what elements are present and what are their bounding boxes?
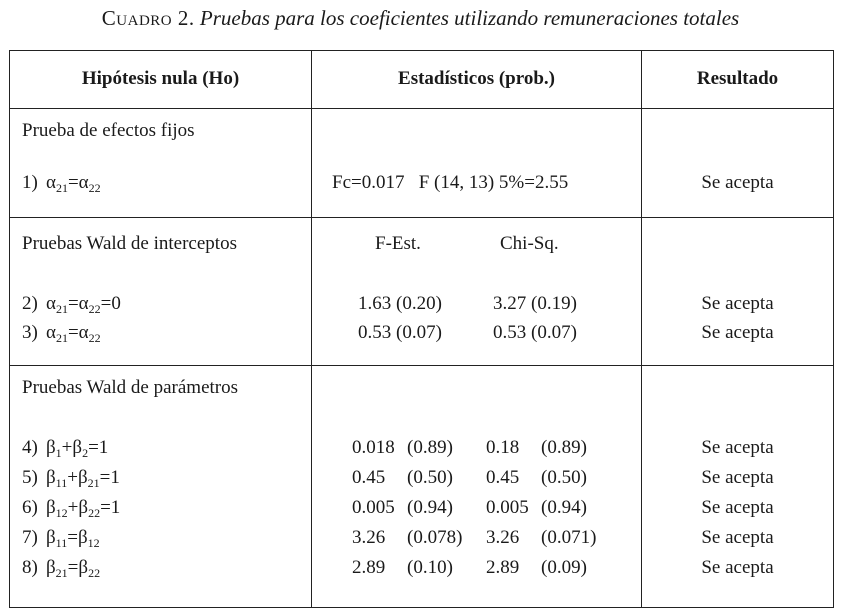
row-6-number: 6) — [22, 497, 38, 518]
row-1-statistic: Fc=0.017 F (14, 13) 5%=2.55 — [332, 172, 569, 193]
row-4-hypothesis: $\beta_1+\beta_2=1$ — [46, 437, 109, 460]
row-5-number: 5) — [22, 467, 38, 488]
row-7-f-prob: (0.078) — [407, 527, 463, 548]
row-5-f-value: 0.45 — [352, 467, 386, 488]
row-7-f-value: 3.26 — [352, 527, 386, 548]
results-table — [9, 50, 834, 608]
row-6-chi-prob: (0.94) — [541, 497, 587, 518]
row-1-result: Se acepta — [701, 172, 774, 193]
row-5-chi-prob: (0.50) — [541, 467, 587, 488]
row-4-chi-prob: (0.89) — [541, 437, 587, 458]
row-8-f-value: 2.89 — [352, 557, 386, 578]
row-4-result: Se acepta — [701, 437, 774, 458]
section-title-fixed-effects: Prueba de efectos fijos — [22, 120, 195, 141]
row-6-f-prob: (0.94) — [407, 497, 453, 518]
column-label-chi-sq: Chi-Sq. — [500, 233, 559, 254]
row-8-hypothesis: $\beta_{21}=\beta_{22}$ — [46, 557, 101, 580]
row-6-f-value: 0.005 — [352, 497, 395, 518]
row-6-chi-value: 0.005 — [486, 497, 529, 518]
row-8-result: Se acepta — [701, 557, 774, 578]
row-4-f-prob: (0.89) — [407, 437, 453, 458]
row-3-hypothesis: $\alpha_{21}=\alpha_{22}$ — [46, 322, 101, 345]
row-3-number: 3) — [22, 322, 38, 343]
row-7-chi-value: 3.26 — [486, 527, 520, 548]
row-3-result: Se acepta — [701, 322, 774, 343]
caption-label: Cuadro 2. — [101, 6, 195, 30]
row-5-result: Se acepta — [701, 467, 774, 488]
row-4-chi-value: 0.18 — [486, 437, 520, 458]
row-2-hypothesis: $\alpha_{21}=\alpha_{22}=0$ — [46, 293, 121, 316]
caption-title: Pruebas para los coeficientes utilizando remuneraciones totales — [199, 6, 740, 30]
row-3-f-est: 0.53 (0.07) — [358, 322, 442, 343]
row-7-number: 7) — [22, 527, 38, 548]
row-5-hypothesis: $\beta_{11}+\beta_{21}=1$ — [46, 467, 120, 490]
row-5-chi-value: 0.45 — [486, 467, 520, 488]
row-2-number: 2) — [22, 293, 38, 314]
row-8-number: 8) — [22, 557, 38, 578]
row-1-number: 1) — [22, 172, 38, 193]
table-caption — [0, 6, 841, 31]
row-7-chi-prob: (0.071) — [541, 527, 597, 548]
section-divider-1 — [10, 217, 833, 218]
row-1-hypothesis: $\alpha_{21}=\alpha_{22}$ — [46, 172, 101, 195]
row-2-result: Se acepta — [701, 293, 774, 314]
row-5-f-prob: (0.50) — [407, 467, 453, 488]
column-divider-1 — [311, 51, 312, 607]
row-6-result: Se acepta — [701, 497, 774, 518]
row-7-hypothesis: $\beta_{11}=\beta_{12}$ — [46, 527, 100, 550]
row-3-chi-sq: 0.53 (0.07) — [493, 322, 577, 343]
row-7-result: Se acepta — [701, 527, 774, 548]
header-null-hypothesis: Hipótesis nula (Ho) — [81, 68, 240, 89]
section-divider-2 — [10, 365, 833, 366]
row-8-f-prob: (0.10) — [407, 557, 453, 578]
section-title-wald-parameters: Pruebas Wald de parámetros — [22, 377, 239, 398]
row-6-hypothesis: $\beta_{12}+\beta_{22}=1$ — [46, 497, 121, 520]
header-result: Resultado — [696, 68, 779, 89]
section-title-wald-intercepts: Pruebas Wald de interceptos — [22, 233, 237, 254]
row-4-number: 4) — [22, 437, 38, 458]
header-divider — [10, 108, 833, 109]
row-4-f-value: 0.018 — [352, 437, 395, 458]
row-2-f-est: 1.63 (0.20) — [358, 293, 442, 314]
header-statistics: Estadísticos (prob.) — [398, 68, 555, 89]
row-2-chi-sq: 3.27 (0.19) — [493, 293, 577, 314]
column-label-f-est: F-Est. — [375, 233, 421, 254]
row-8-chi-prob: (0.09) — [541, 557, 587, 578]
row-8-chi-value: 2.89 — [486, 557, 520, 578]
